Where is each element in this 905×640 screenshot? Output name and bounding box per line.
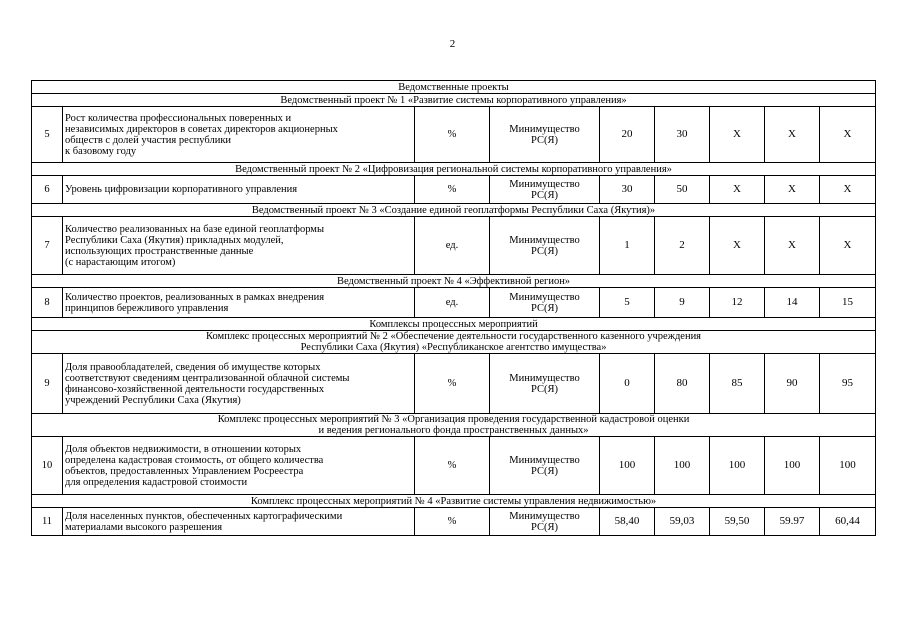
table-row	[32, 508, 876, 536]
project-header-row	[32, 275, 876, 288]
value-cell: 100	[765, 437, 820, 495]
section-title: Ведомственные проекты	[32, 81, 876, 94]
project-1-title: Ведомственный проект № 1 «Развитие системы корпоративного управления»	[32, 94, 876, 107]
value-cell: X	[765, 107, 820, 163]
responsible-cell: Минимущество РС(Я)	[490, 288, 600, 318]
value-cell: 100	[820, 437, 876, 495]
value-cell: X	[820, 176, 876, 204]
indicator-name: Доля объектов недвижимости, в отношении которых определена кадастровая стоимость, от общего количества объектов, предоставленных Управлением Росреестра для определения кадастровой стоимости	[63, 437, 415, 495]
value-cell: X	[820, 107, 876, 163]
complex-header-row	[32, 331, 876, 354]
value-cell: 100	[600, 437, 655, 495]
value-cell: 100	[655, 437, 710, 495]
value-cell: 12	[710, 288, 765, 318]
row-number: 5	[32, 107, 63, 163]
value-cell: 1	[600, 217, 655, 275]
value-cell: X	[765, 176, 820, 204]
value-cell: 95	[820, 354, 876, 414]
unit-cell: ед.	[415, 288, 490, 318]
value-cell: X	[710, 107, 765, 163]
value-cell: 58,40	[600, 508, 655, 536]
table-row	[32, 288, 876, 318]
unit-cell: ед.	[415, 217, 490, 275]
row-number: 9	[32, 354, 63, 414]
unit-cell: %	[415, 107, 490, 163]
value-cell: X	[710, 176, 765, 204]
indicator-name: Уровень цифровизации корпоративного управления	[63, 176, 415, 204]
project-header-row	[32, 163, 876, 176]
value-cell: 59,03	[655, 508, 710, 536]
complex-2-title: Комплекс процессных мероприятий № 2 «Обеспечение деятельности государственного казенного учреждения Республики Саха (Якутия) «Республиканское агентство имущества»	[32, 331, 876, 354]
value-cell: 80	[655, 354, 710, 414]
value-cell: X	[710, 217, 765, 275]
complex-3-title: Комплекс процессных мероприятий № 3 «Организация проведения государственной кадастровой оценки и ведения регионального фонда пространственных данных»	[32, 414, 876, 437]
indicator-name: Доля населенных пунктов, обеспеченных картографическими материалами высокого разрешения	[63, 508, 415, 536]
value-cell: 100	[710, 437, 765, 495]
value-cell: 85	[710, 354, 765, 414]
responsible-cell: Минимущество РС(Я)	[490, 354, 600, 414]
complex-header-row	[32, 414, 876, 437]
row-number: 10	[32, 437, 63, 495]
row-number: 6	[32, 176, 63, 204]
table-row	[32, 217, 876, 275]
value-cell: 50	[655, 176, 710, 204]
responsible-cell: Минимущество РС(Я)	[490, 217, 600, 275]
row-number: 8	[32, 288, 63, 318]
project-header-row	[32, 94, 876, 107]
value-cell: 90	[765, 354, 820, 414]
value-cell: 59.97	[765, 508, 820, 536]
responsible-cell: Минимущество РС(Я)	[490, 437, 600, 495]
row-number: 11	[32, 508, 63, 536]
table-row	[32, 437, 876, 495]
project-4-title: Ведомственный проект № 4 «Эффективной регион»	[32, 275, 876, 288]
responsible-cell: Минимущество РС(Я)	[490, 508, 600, 536]
unit-cell: %	[415, 176, 490, 204]
section-row	[32, 318, 876, 331]
value-cell: X	[820, 217, 876, 275]
project-2-title: Ведомственный проект № 2 «Цифровизация региональной системы корпоративного управления»	[32, 163, 876, 176]
value-cell: 15	[820, 288, 876, 318]
table-row	[32, 354, 876, 414]
value-cell: 59,50	[710, 508, 765, 536]
value-cell: 20	[600, 107, 655, 163]
indicators-table	[31, 80, 876, 536]
indicator-name: Доля правообладателей, сведения об имуществе которых соответствуют сведениям централизованной облачной системы финансово-хозяйственной деятельности государственных учреждений Республики Саха (Якутия)	[63, 354, 415, 414]
section-complexes-title: Комплексы процессных мероприятий	[32, 318, 876, 331]
value-cell: 30	[655, 107, 710, 163]
value-cell: 60,44	[820, 508, 876, 536]
value-cell: 9	[655, 288, 710, 318]
table-row	[32, 176, 876, 204]
complex-header-row	[32, 495, 876, 508]
value-cell: 14	[765, 288, 820, 318]
complex-4-title: Комплекс процессных мероприятий № 4 «Развитие системы управления недвижимостью»	[32, 495, 876, 508]
value-cell: X	[765, 217, 820, 275]
unit-cell: %	[415, 508, 490, 536]
unit-cell: %	[415, 437, 490, 495]
project-header-row	[32, 204, 876, 217]
page-number: 2	[449, 38, 456, 50]
indicator-name: Количество проектов, реализованных в рамках внедрения принципов бережливого управления	[63, 288, 415, 318]
responsible-cell: Минимущество РС(Я)	[490, 107, 600, 163]
value-cell: 0	[600, 354, 655, 414]
value-cell: 5	[600, 288, 655, 318]
responsible-cell: Минимущество РС(Я)	[490, 176, 600, 204]
unit-cell: %	[415, 354, 490, 414]
value-cell: 2	[655, 217, 710, 275]
value-cell: 30	[600, 176, 655, 204]
indicator-name: Рост количества профессиональных поверенных и независимых директоров в советах директоров акционерных обществ с долей участия республики к базовому году	[63, 107, 415, 163]
indicator-name: Количество реализованных на базе единой геоплатформы Республики Саха (Якутия) прикладных модулей, использующих пространственные данные (с нарастающим итогом)	[63, 217, 415, 275]
table-row	[32, 107, 876, 163]
section-row	[32, 81, 876, 94]
project-3-title: Ведомственный проект № 3 «Создание единой геоплатформы Республики Саха (Якутия)»	[32, 204, 876, 217]
row-number: 7	[32, 217, 63, 275]
